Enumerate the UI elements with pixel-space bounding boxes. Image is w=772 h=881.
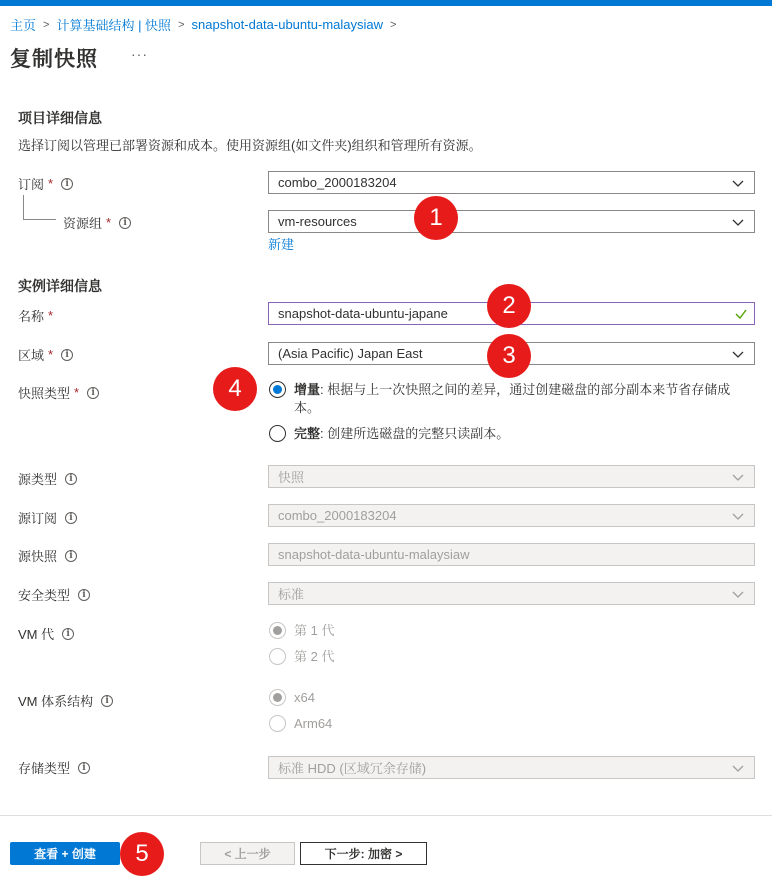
full-radio[interactable] bbox=[269, 425, 509, 443]
checkmark-icon bbox=[734, 307, 748, 321]
radio-selected bbox=[269, 622, 286, 639]
source-snapshot-label bbox=[18, 546, 77, 565]
info-icon[interactable]: i bbox=[65, 512, 77, 524]
name-value: snapshot-data-ubuntu-japane bbox=[278, 306, 448, 321]
subscription-dropdown[interactable] bbox=[268, 171, 755, 194]
storage-type-dropdown bbox=[268, 756, 755, 779]
page-title: 复制快照 bbox=[10, 48, 98, 71]
info-icon[interactable]: i bbox=[119, 217, 131, 229]
radio-unselected bbox=[269, 715, 286, 732]
instance-details-heading: 实例详细信息 bbox=[18, 278, 102, 294]
annotation-badge-1: 1 bbox=[414, 196, 458, 240]
resource-group-label bbox=[63, 213, 131, 232]
resource-group-label-text: 资源组 bbox=[63, 216, 103, 231]
source-type-dropdown bbox=[268, 465, 755, 488]
subscription-label-text: 订阅 bbox=[18, 177, 45, 192]
arm64-radio bbox=[269, 715, 332, 733]
source-subscription-value: combo_2000183204 bbox=[278, 508, 397, 523]
full-text bbox=[294, 425, 509, 443]
chevron-down-icon bbox=[731, 176, 745, 190]
review-create-button[interactable]: 查看 + 创建 bbox=[10, 842, 120, 865]
snapshot-type-label bbox=[18, 383, 99, 402]
breadcrumb-home[interactable]: 主页 bbox=[10, 18, 37, 33]
next-encryption-button[interactable]: 下一步: 加密 > bbox=[300, 842, 427, 865]
required-marker: * bbox=[48, 176, 54, 191]
breadcrumb-snapshots[interactable]: 计算基础结构 | 快照 bbox=[56, 18, 172, 33]
gen1-text: 第 1 代 bbox=[294, 623, 335, 638]
source-type-label bbox=[18, 469, 77, 488]
source-subscription-label bbox=[18, 508, 77, 527]
required-marker: * bbox=[74, 385, 80, 400]
incremental-bold: 增量 bbox=[294, 382, 321, 397]
chevron-right-icon: > bbox=[390, 18, 397, 31]
annotation-badge-3: 3 bbox=[487, 334, 531, 378]
radio-unselected bbox=[269, 648, 286, 665]
chevron-down-icon bbox=[731, 215, 745, 229]
resource-group-dropdown[interactable] bbox=[268, 210, 755, 233]
name-label-text: 名称 bbox=[18, 309, 45, 324]
project-details-heading: 项目详细信息 bbox=[18, 110, 102, 126]
full-bold: 完整 bbox=[294, 426, 321, 441]
info-icon[interactable]: i bbox=[78, 589, 90, 601]
security-type-value: 标准 bbox=[278, 587, 305, 602]
subscription-value: combo_2000183204 bbox=[278, 175, 397, 190]
security-type-dropdown bbox=[268, 582, 755, 605]
required-marker: * bbox=[106, 215, 112, 230]
info-icon[interactable]: i bbox=[78, 762, 90, 774]
info-icon[interactable]: i bbox=[62, 628, 74, 640]
resource-group-value: vm-resources bbox=[278, 214, 357, 229]
breadcrumb bbox=[10, 15, 403, 34]
breadcrumb-snapshot[interactable]: snapshot-data-ubuntu-malaysiaw bbox=[191, 17, 383, 32]
name-label bbox=[18, 306, 53, 325]
info-icon[interactable]: i bbox=[65, 550, 77, 562]
info-icon[interactable]: i bbox=[61, 349, 73, 361]
security-type-label bbox=[18, 585, 90, 604]
required-marker: * bbox=[48, 308, 54, 323]
top-accent-bar bbox=[0, 0, 772, 6]
incremental-text bbox=[294, 381, 730, 417]
chevron-down-icon bbox=[731, 347, 745, 361]
storage-type-label bbox=[18, 758, 90, 777]
source-subscription-label-text: 源订阅 bbox=[18, 511, 58, 526]
source-type-value: 快照 bbox=[278, 470, 305, 485]
full-desc: : 创建所选磁盘的完整只读副本。 bbox=[320, 426, 510, 441]
gen2-text: 第 2 代 bbox=[294, 649, 335, 664]
storage-type-label-text: 存储类型 bbox=[18, 761, 71, 776]
storage-type-value: 标准 HDD (区域冗余存储) bbox=[278, 761, 427, 776]
gen2-radio bbox=[269, 648, 334, 666]
required-marker: * bbox=[48, 347, 54, 362]
vm-architecture-label-text: VM 体系结构 bbox=[18, 694, 94, 709]
source-snapshot-field bbox=[268, 543, 755, 566]
annotation-badge-2: 2 bbox=[487, 284, 531, 328]
previous-button: < 上一步 bbox=[200, 842, 295, 865]
region-label bbox=[18, 345, 73, 364]
chevron-down-icon bbox=[731, 470, 745, 484]
source-snapshot-label-text: 源快照 bbox=[18, 549, 58, 564]
footer-divider bbox=[0, 815, 772, 816]
vm-generation-label bbox=[18, 624, 74, 643]
annotation-badge-4: 4 bbox=[213, 367, 257, 411]
chevron-down-icon bbox=[731, 587, 745, 601]
radio-selected bbox=[269, 689, 286, 706]
more-options-icon[interactable]: ··· bbox=[131, 46, 148, 62]
vm-generation-label-text: VM 代 bbox=[18, 627, 55, 642]
info-icon[interactable]: i bbox=[65, 473, 77, 485]
chevron-down-icon bbox=[731, 509, 745, 523]
gen1-radio bbox=[269, 622, 334, 640]
tree-connector bbox=[23, 195, 56, 220]
chevron-right-icon: > bbox=[178, 18, 185, 31]
security-type-label-text: 安全类型 bbox=[18, 588, 71, 603]
region-value: (Asia Pacific) Japan East bbox=[278, 346, 423, 361]
incremental-radio[interactable] bbox=[269, 381, 749, 417]
region-label-text: 区域 bbox=[18, 348, 45, 363]
info-icon[interactable]: i bbox=[101, 695, 113, 707]
annotation-badge-5: 5 bbox=[120, 832, 164, 876]
info-icon[interactable]: i bbox=[61, 178, 73, 190]
subscription-label bbox=[18, 174, 73, 193]
source-snapshot-value: snapshot-data-ubuntu-malaysiaw bbox=[278, 547, 470, 562]
source-subscription-dropdown bbox=[268, 504, 755, 527]
incremental-desc-2: 本。 bbox=[294, 400, 321, 415]
chevron-down-icon bbox=[731, 761, 745, 775]
chevron-right-icon: > bbox=[43, 18, 50, 31]
arm64-text: Arm64 bbox=[294, 716, 333, 731]
incremental-desc: : 根据与上一次快照之间的差异，通过创建磁盘的部分副本来节省存储成 bbox=[320, 382, 731, 397]
x64-radio bbox=[269, 689, 315, 707]
snapshot-type-label-text: 快照类型 bbox=[18, 386, 71, 401]
project-details-description: 选择订阅以管理已部署资源和成本。使用资源组(如文件夹)组织和管理所有资源。 bbox=[18, 138, 482, 153]
radio-selected[interactable] bbox=[269, 381, 286, 398]
source-type-label-text: 源类型 bbox=[18, 472, 58, 487]
vm-architecture-label bbox=[18, 691, 113, 710]
radio-unselected[interactable] bbox=[269, 425, 286, 442]
create-new-link[interactable]: 新建 bbox=[268, 237, 295, 252]
x64-text: x64 bbox=[294, 690, 315, 705]
info-icon[interactable]: i bbox=[87, 387, 99, 399]
